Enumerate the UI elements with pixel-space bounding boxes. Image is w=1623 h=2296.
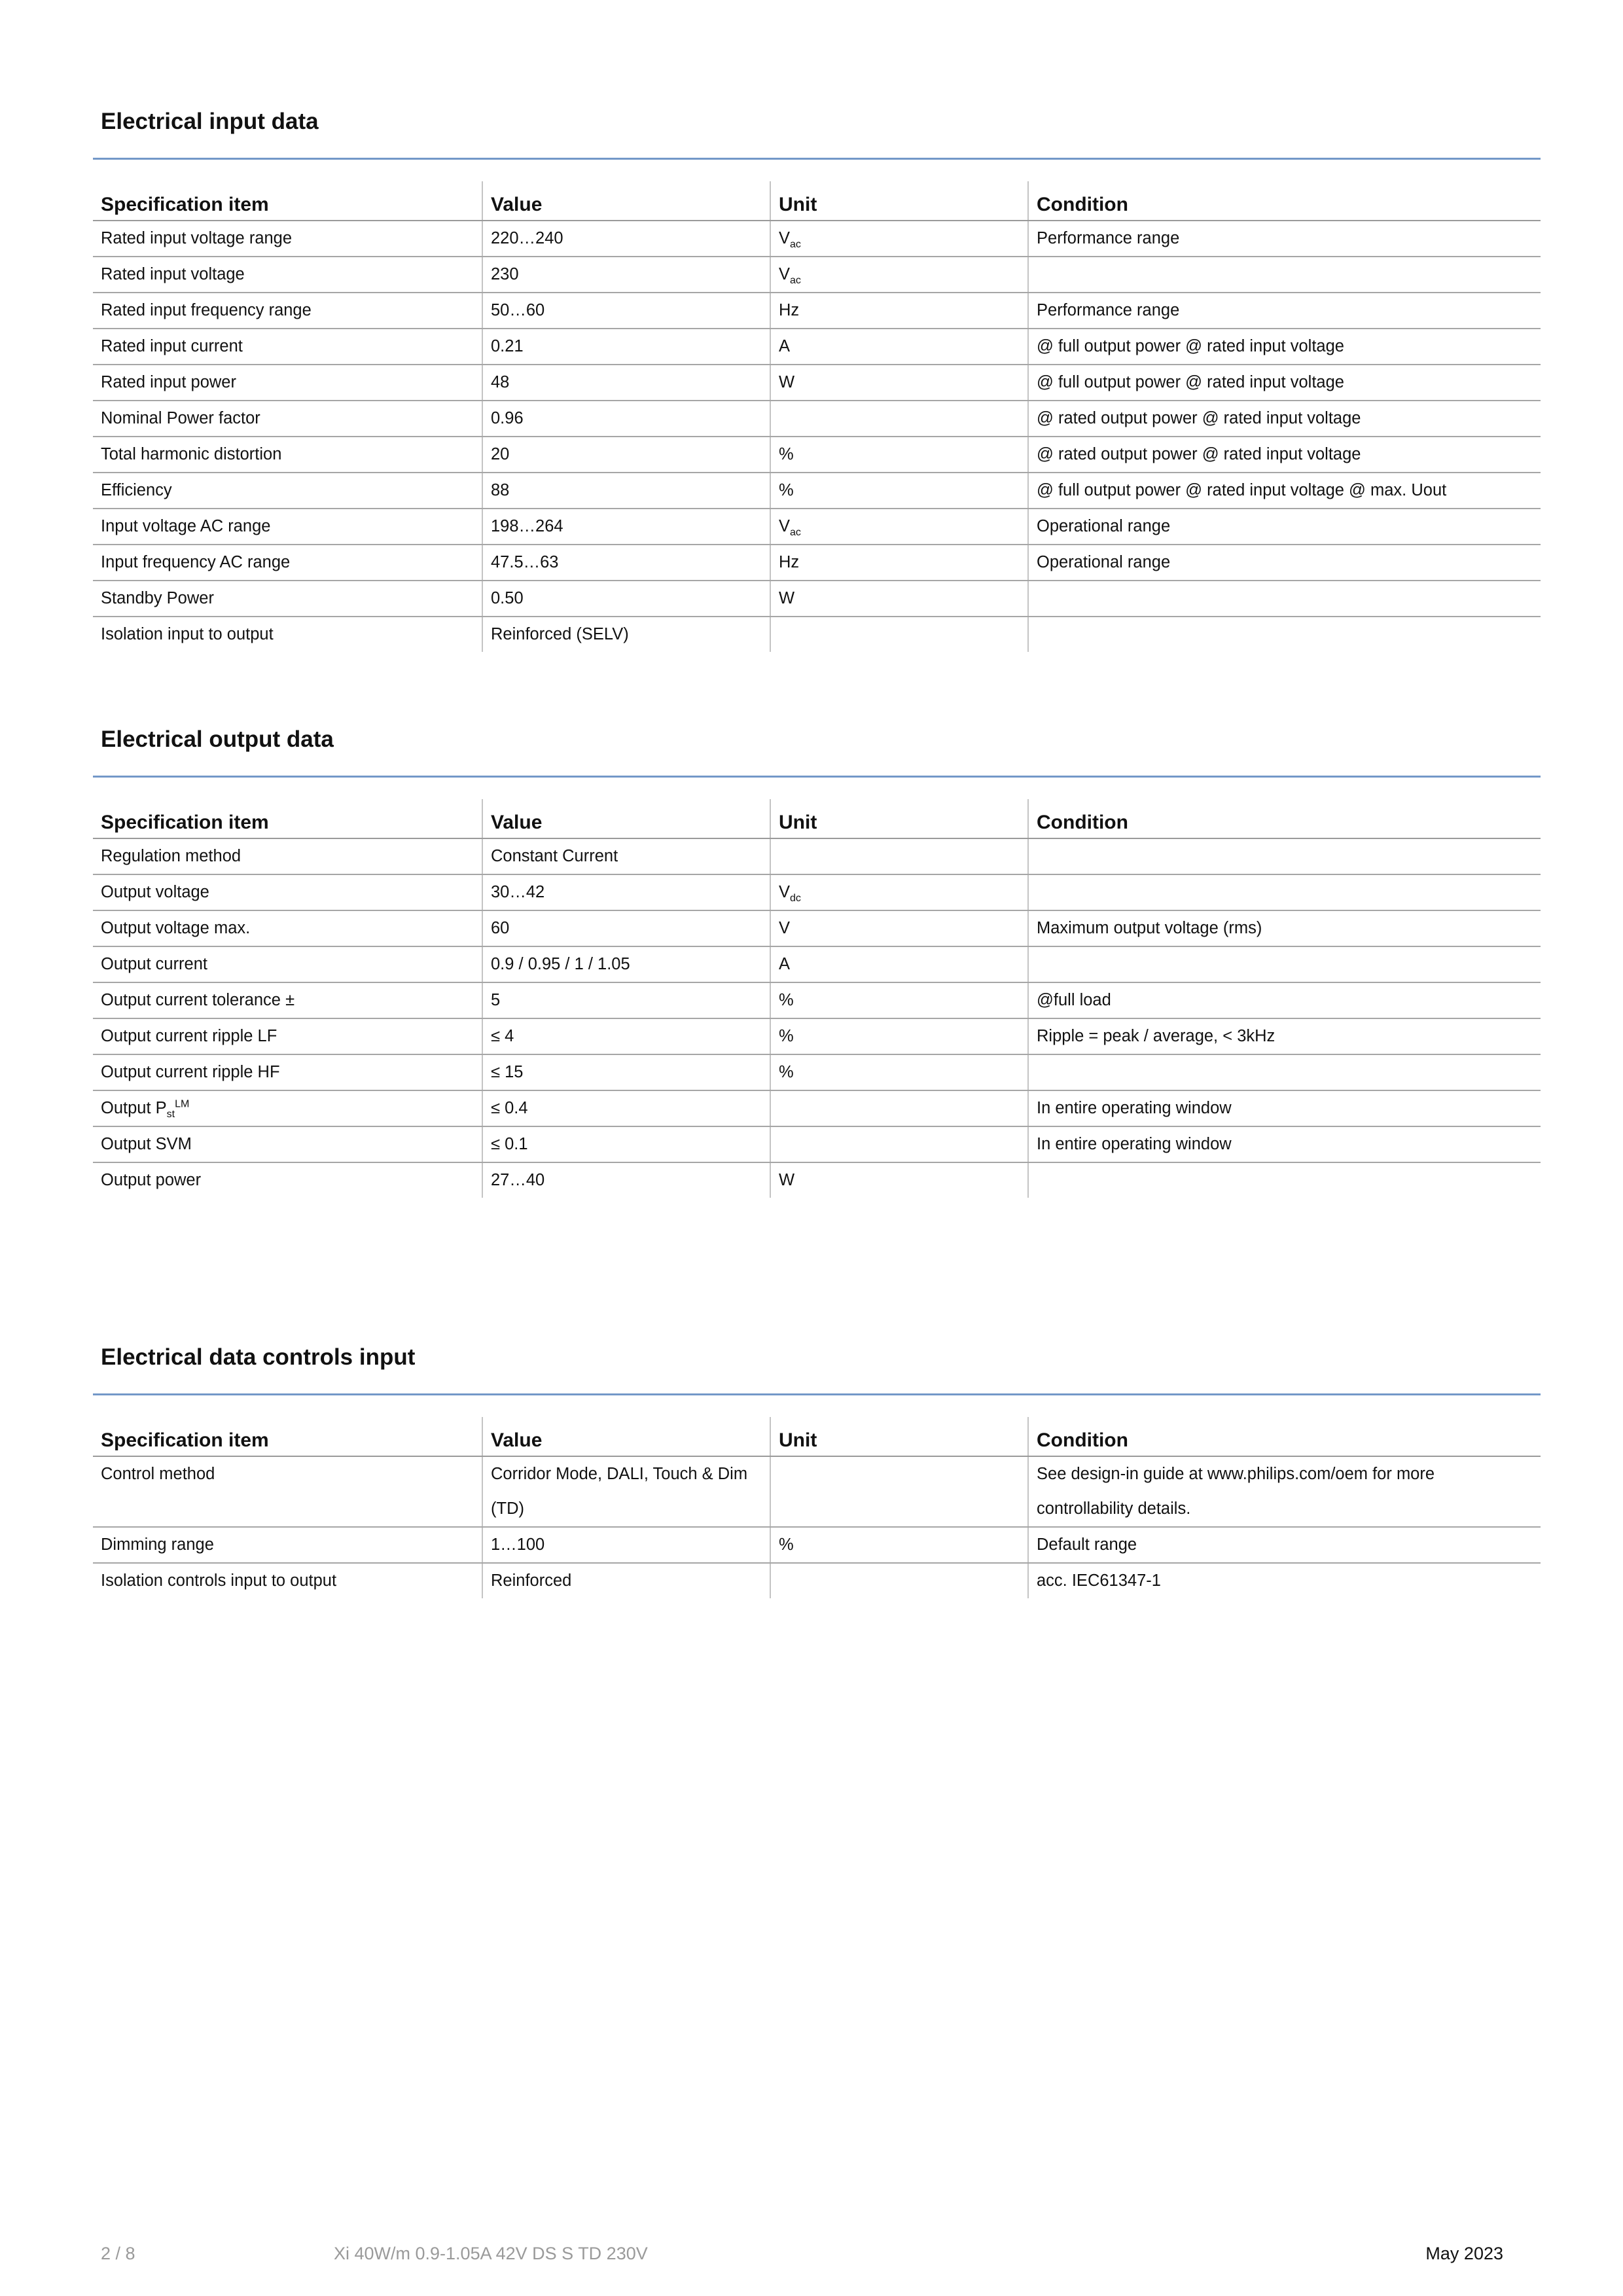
item-base: Output P [101,1099,167,1117]
spec-item: Rated input voltage range [93,221,482,257]
spec-unit: W [770,365,1028,401]
item-superscript: LM [175,1098,190,1110]
spec-item: Output current ripple HF [93,1054,482,1090]
spec-value: 47.5…63 [482,545,770,581]
spec-unit: A [770,946,1028,982]
spec-condition [1028,617,1541,652]
spec-unit [770,401,1028,437]
section-title: Electrical output data [101,726,334,752]
electrical-output-table [93,799,1541,1198]
spec-condition [1028,581,1541,617]
spec-condition [1028,257,1541,293]
spec-value [482,1456,770,1527]
spec-unit: A [770,329,1028,365]
spec-value: 27…40 [482,1162,770,1198]
page-number: 2 / 8 [101,2244,135,2263]
spec-unit [770,1126,1028,1162]
spec-item: Regulation method [93,838,482,874]
condition-line: See design-in guide at www.philips.com/oem for more [1037,1465,1435,1483]
spec-unit [770,617,1028,652]
spec-unit [770,221,1028,257]
spec-item: Output SVM [93,1126,482,1162]
spec-value: 88 [482,473,770,509]
header-value: Value [482,799,770,838]
table-row [93,1162,1541,1198]
spec-item: Rated input current [93,329,482,365]
spec-condition: Performance range [1028,221,1541,257]
table-row [93,365,1541,401]
unit-base: V [779,517,791,535]
header-condition: Condition [1028,1417,1541,1456]
spec-item: Output power [101,1171,202,1189]
spec-unit [770,838,1028,874]
header-unit: Unit [770,1417,1028,1456]
unit-base: V [779,265,791,283]
table-row [93,509,1541,545]
spec-condition: @ rated output power @ rated input voltage [1028,437,1541,473]
spec-value: Reinforced (SELV) [482,617,770,652]
spec-condition [1028,946,1541,982]
document-date: May 2023 [1425,2244,1503,2263]
unit-subscript: dc [790,893,801,905]
spec-unit: Hz [770,545,1028,581]
spec-item: Output voltage [93,874,482,910]
spec-unit: V [770,910,1028,946]
spec-item: Input voltage AC range [93,509,482,545]
spec-condition: Operational range [1028,545,1541,581]
unit-subscript: ac [790,527,801,539]
electrical-controls-section [93,1341,1541,1598]
spec-condition [1028,838,1541,874]
header-specification-item: Specification item [93,181,482,221]
spec-condition [1028,1162,1541,1198]
header-specification-item: Specification item [93,1417,482,1456]
spec-unit [770,509,1028,545]
product-name: Xi 40W/m 0.9-1.05A 42V DS S TD 230V [334,2244,648,2263]
table-row [93,982,1541,1018]
spec-condition [1028,874,1541,910]
header-condition: Condition [1028,181,1541,221]
spec-item: Output current tolerance ± [93,982,482,1018]
spec-unit: % [770,982,1028,1018]
header-value: Value [482,1417,770,1456]
spec-condition: Operational range [1028,509,1541,545]
spec-unit [770,874,1028,910]
spec-unit: Hz [770,293,1028,329]
table-row [93,221,1541,257]
electrical-output-section [93,723,1541,1198]
table-header-row [93,1417,1541,1456]
unit-base: V [779,229,791,247]
table-row [93,545,1541,581]
table-row [93,838,1541,874]
spec-condition: acc. IEC61347-1 [1028,1563,1541,1598]
table-row [93,1126,1541,1162]
electrical-input-table [93,181,1541,652]
spec-unit: W [770,581,1028,617]
table-row [93,946,1541,982]
spec-item: Output voltage max. [93,910,482,946]
section-divider [93,158,1541,160]
spec-condition: In entire operating window [1028,1126,1541,1162]
table-row [93,1527,1541,1563]
table-row [93,473,1541,509]
spec-value: Reinforced [482,1563,770,1598]
table-row [93,437,1541,473]
value-line: (TD) [491,1499,524,1518]
header-value: Value [482,181,770,221]
electrical-controls-table [93,1417,1541,1598]
table-row [93,617,1541,652]
spec-item: Rated input voltage [93,257,482,293]
spec-item: Isolation controls input to output [101,1571,337,1590]
section-divider [93,1393,1541,1395]
spec-item: Total harmonic distortion [93,437,482,473]
spec-value: 30…42 [482,874,770,910]
spec-value: 50…60 [482,293,770,329]
unit-base: V [779,883,791,901]
spec-condition: @full load [1028,982,1541,1018]
header-condition: Condition [1028,799,1541,838]
header-unit: Unit [770,181,1028,221]
spec-value: 230 [482,257,770,293]
spec-condition: Default range [1028,1527,1541,1563]
spec-condition [1028,1054,1541,1090]
spec-item: Nominal Power factor [93,401,482,437]
spec-value: Constant Current [482,838,770,874]
spec-value: 220…240 [482,221,770,257]
spec-value: 0.9 / 0.95 / 1 / 1.05 [482,946,770,982]
spec-unit [770,257,1028,293]
spec-condition: @ full output power @ rated input voltage @ max. Uout [1028,473,1541,509]
table-row [93,401,1541,437]
table-row [93,293,1541,329]
spec-condition: Performance range [1028,293,1541,329]
spec-unit: % [770,473,1028,509]
spec-unit [770,1563,1028,1598]
spec-value: ≤ 0.4 [482,1090,770,1126]
spec-item: Rated input frequency range [93,293,482,329]
spec-unit: W [770,1162,1028,1198]
table-row [93,329,1541,365]
spec-item: Rated input power [93,365,482,401]
spec-item: Output current [93,946,482,982]
spec-unit [770,1090,1028,1126]
spec-condition: @ full output power @ rated input voltage [1028,329,1541,365]
value-line: Corridor Mode, DALI, Touch & Dim [491,1465,748,1483]
spec-condition [1028,1456,1541,1527]
spec-condition: Maximum output voltage (rms) [1028,910,1541,946]
spec-value: ≤ 4 [482,1018,770,1054]
spec-item: Output current ripple LF [93,1018,482,1054]
spec-unit: % [770,1054,1028,1090]
table-row [93,1090,1541,1126]
spec-item: Isolation input to output [101,625,274,643]
spec-condition: Ripple = peak / average, < 3kHz [1028,1018,1541,1054]
spec-item: Input frequency AC range [93,545,482,581]
table-header-row [93,799,1541,838]
table-row [93,581,1541,617]
spec-value: ≤ 0.1 [482,1126,770,1162]
spec-value: 20 [482,437,770,473]
spec-item: Efficiency [93,473,482,509]
table-header-row [93,181,1541,221]
spec-condition: @ rated output power @ rated input voltage [1028,401,1541,437]
table-row [93,1563,1541,1598]
table-row [93,910,1541,946]
spec-unit [770,1456,1028,1527]
electrical-input-section [93,105,1541,652]
header-unit: Unit [770,799,1028,838]
table-row [93,1054,1541,1090]
section-title: Electrical input data [101,109,319,134]
spec-value: 48 [482,365,770,401]
unit-subscript: ac [790,239,801,251]
table-row [93,1018,1541,1054]
header-specification-item: Specification item [93,799,482,838]
spec-value: 60 [482,910,770,946]
spec-value: 0.21 [482,329,770,365]
spec-value: 5 [482,982,770,1018]
unit-subscript: ac [790,275,801,287]
spec-condition: In entire operating window [1028,1090,1541,1126]
item-subscript: st [166,1109,175,1121]
spec-item: Dimming range [93,1527,482,1563]
spec-condition: @ full output power @ rated input voltage [1028,365,1541,401]
spec-item: Control method [93,1456,482,1527]
spec-unit: % [770,437,1028,473]
spec-unit: % [770,1018,1028,1054]
spec-value: ≤ 15 [482,1054,770,1090]
table-row [93,257,1541,293]
section-title: Electrical data controls input [101,1344,416,1370]
spec-value: 1…100 [482,1527,770,1563]
section-divider [93,776,1541,778]
spec-value: 0.96 [482,401,770,437]
table-row [93,874,1541,910]
condition-line: controllability details. [1037,1499,1191,1518]
spec-item: Standby Power [93,581,482,617]
spec-value: 0.50 [482,581,770,617]
spec-unit: % [770,1527,1028,1563]
spec-value: 198…264 [482,509,770,545]
spec-item [93,1090,482,1126]
table-row [93,1456,1541,1527]
